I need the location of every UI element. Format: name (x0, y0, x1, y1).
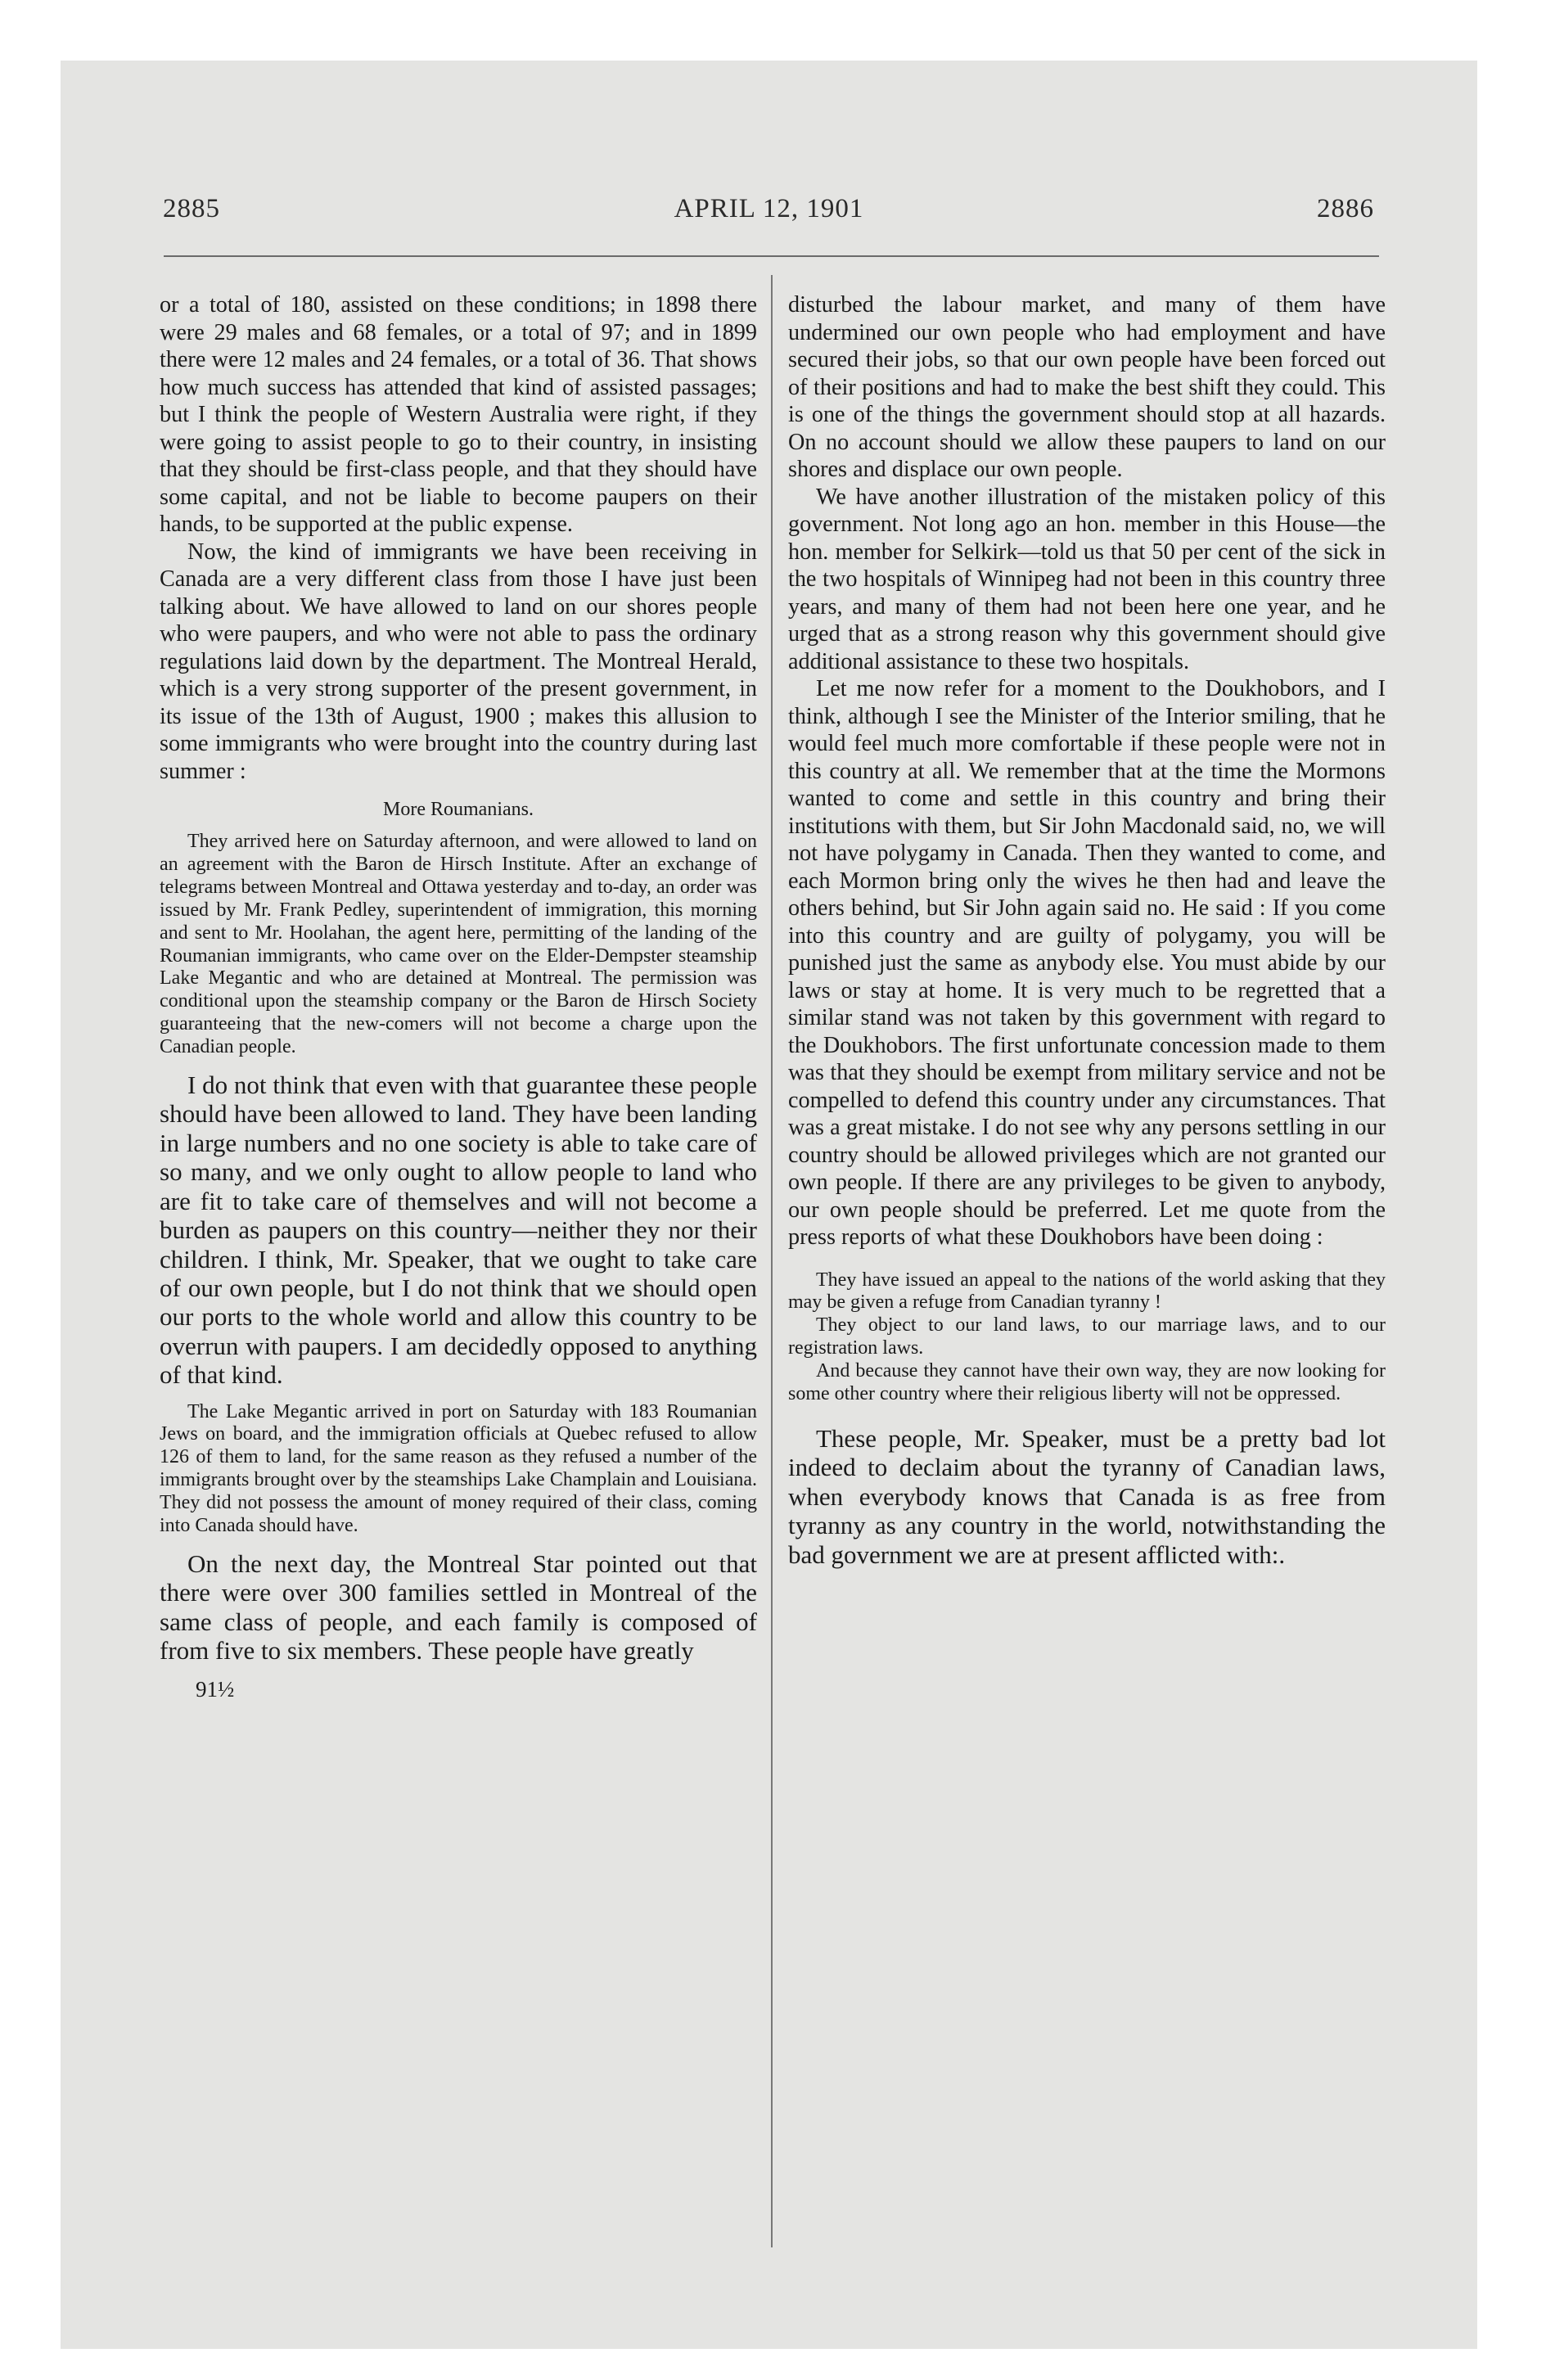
left-quote-1: They arrived here on Saturday afternoon, and were allowed to land on an agreement with the Baron de Hirsch Institute. After an exchange of telegrams between Montreal and Ottawa yesterday and to-day, an order was issued by Mr. Frank Pedley, superintendent of immigration, this morning and sent to Mr. Hoolahan, the agent here, permitting of the landing of the Roumanian immigrants, who came over on the Elder-Dempster steamship Lake Megantic and who are detained at Montreal. The permission was conditional upon the steamship company or the Baron de Hirsch Society guaranteeing that the new-comers will not become a charge upon the Canadian people. (160, 831, 757, 1058)
left-paragraph-3: I do not think that even with that guarantee these people should have been allowed to land. They have been landing in large numbers and no one society is able to take care of so many, and we only ought to allow people to land who are fit to take care of themselves and will not become a burden as paupers on this country—neither they nor their children. I think, Mr. Speaker, that we ought to take care of our own people, but I do not think that we should open our ports to the whole world and allow this country to be overrun with paupers. I am decidedly opposed to anything of that kind. (160, 1071, 757, 1390)
page-number-right: 2886 (1317, 194, 1374, 223)
left-paragraph-2: Now, the kind of immigrants we have been receiving in Canada are a very different class from those I have just been talking about. We have allowed to land on our shores people who were paupers, and who were not able to pass the ordinary regulations laid down by the department. The Montreal Herald, which is a very strong supporter of the present government, in its issue of the 13th of August, 1900 ; makes this allusion to some immigrants who were brought into the country during last summer : (160, 539, 757, 784)
page-number-left: 2885 (163, 194, 220, 223)
page-date-heading: APRIL 12, 1901 (674, 194, 864, 223)
right-quote-1: They have issued an appeal to the nations of the world asking that they may be given a refuge from Canadian tyranny ! (788, 1269, 1386, 1314)
right-paragraph-2: We have another illustration of the mistaken policy of this government. Not long ago an hon. member in this House—the hon. member for Selkirk—told us that 50 per cent of the sick in the two hospitals of Winnipeg had not been in this country three years, and many of them had not been here one year, and he urged that as a strong reason why this government should give additional assistance to these two hospitals. (788, 484, 1386, 674)
left-paragraph-4: On the next day, the Montreal Star pointed out that there were over 300 families settled in Montreal of the same class of people, and each family is composed of from five to six members. These people have greatly (160, 1548, 757, 1666)
right-quote-2: They object to our land laws, to our marriage laws, and to our registration laws. (788, 1314, 1386, 1359)
column-divider (771, 275, 773, 2247)
quote-heading: More Roumanians. (383, 799, 534, 820)
right-paragraph-3: Let me now refer for a moment to the Doukhobors, and I think, although I see the Minister of the Interior smiling, that he would feel much more comfortable if these people were not in this country at all. We remember that at the time the Mormons wanted to come and settle in this country and bring their institutions with them, but Sir John Macdonald said, no, we will not have polygamy in Canada. Then they wanted to come, and each Mormon bring only the wives he then had and leave the others behind, but Sir John again said no. He said : If you come into this country and are guilty of polygamy, you will be punished just the same as anybody else. You must abide by our laws or stay at home. It is very much to be regretted that a similar stand was not taken by this government with regard to the Doukhobors. The first unfortunate concession made to them was that they should be exempt from military service and not be compelled to defend this country under any circumstances. That was a great mistake. I do not see why any persons settling in our country should be allowed privileges which are not granted our own people. If there are any privileges to be given to anybody, our own people should be preferred. Let me quote from the press reports of what these Doukhobors have been doing : (788, 676, 1386, 1250)
left-quote-2: The Lake Megantic arrived in port on Saturday with 183 Roumanian Jews on board, and the immigration officials at Quebec refused to allow 126 of them to land, for the same reason as they refused a number of the immigrants brought over by the steamships Lake Champlain and Louisiana. They did not possess the amount of money required of their class, coming into Canada should have. (160, 1400, 757, 1537)
left-column (160, 291, 757, 1702)
right-quote-3: And because they cannot have their own way, they are now looking for some other country where their religious liberty will not be oppressed. (788, 1360, 1386, 1405)
left-paragraph-1: or a total of 180, assisted on these conditions; in 1898 there were 29 males and 68 females, or a total of 97; and in 1899 there were 12 males and 24 females, or a total of 36. That shows how much success has attended that kind of assisted passages; but I think the people of Western Australia were right, if they were going to assist people to go to their country, in insisting that they should be first-class people, and that they should have some capital, and not be liable to become paupers on their hands, to be supported at the public expense. (160, 292, 757, 537)
right-paragraph-4: These people, Mr. Speaker, must be a pretty bad lot indeed to declaim about the tyranny of Canadian laws, when everybody knows that Canada is as free from tyranny as any country in the world, notwithstanding the bad government we are at present afflicted with:. (788, 1423, 1386, 1569)
right-column (788, 291, 1386, 1569)
right-paragraph-1: disturbed the labour market, and many of them have undermined our own people who had employment and have secured their jobs, so that our own people have been forced out of their positions and had to make the best shift they could. This is one of the things the government should stop at all hazards. On no account should we allow these paupers to land on our shores and displace our own people. (788, 292, 1386, 482)
scanned-page (61, 61, 1477, 2349)
header-rule (164, 255, 1379, 257)
folio-mark: 91½ (196, 1676, 235, 1702)
